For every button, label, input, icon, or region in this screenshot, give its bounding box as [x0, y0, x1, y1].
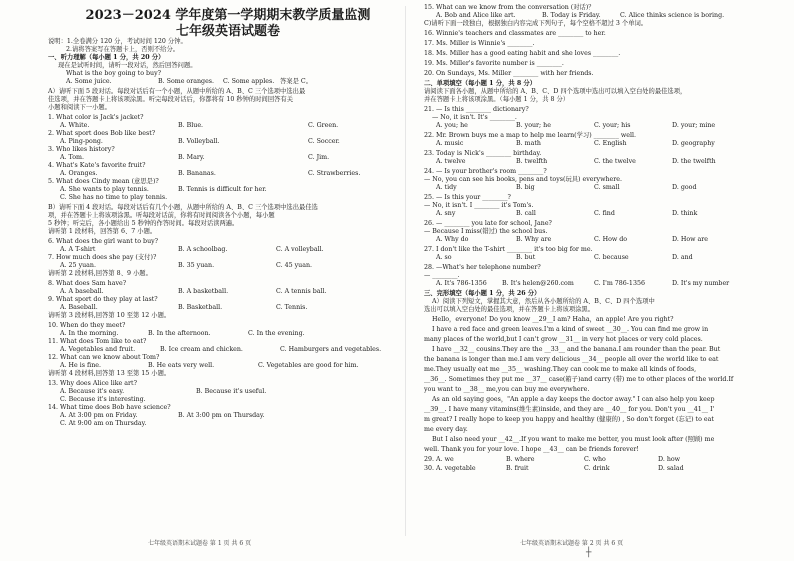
answer-option[interactable]: A. you; he — [436, 122, 468, 129]
answer-option[interactable]: B. twelfth — [516, 158, 548, 165]
answer-option[interactable]: B. Mary. — [178, 154, 205, 161]
answer-option[interactable]: B. Blue. — [178, 122, 204, 129]
answer-option[interactable]: C. the twelve — [594, 158, 636, 165]
answer-option[interactable]: C. Alice thinks science is boring. — [620, 12, 725, 19]
answer-option[interactable]: B. Ice cream and chicken. — [160, 346, 243, 353]
answer-option[interactable]: A. Why do — [436, 236, 469, 243]
example-option: B. Some oranges. — [158, 78, 215, 85]
answer-option[interactable]: B. Tennis is difficult for her. — [178, 186, 267, 193]
partA-instructions: 佳选项，并在答题卡上将该项涂黑。听完每段对话后，你都将有 10 秒钟的时间回答有关 — [48, 96, 294, 103]
section3-intro: 选出可以填入空白处的最佳选项，并在答题卡上将该项涂黑。 — [424, 306, 595, 313]
answer-option[interactable]: B. fruit — [506, 465, 529, 472]
answer-option[interactable]: B. It's helen@260.com — [502, 280, 574, 287]
answer-option[interactable]: C. Hamburgers and vegetables. — [280, 346, 382, 353]
question-text: — No, it isn't. It's ________. — [432, 114, 517, 121]
question-text: 4. What's Kate's favorite fruit? — [48, 162, 146, 169]
question-text: 5. What does Cindy mean (意思是)? — [48, 178, 159, 185]
answer-option[interactable]: D. how — [658, 456, 681, 463]
fill-blank-question: 20. On Sundays, Ms. Miller ________ with her friends. — [424, 70, 594, 77]
answer-option[interactable]: A. Baseball. — [60, 304, 98, 311]
instructions-line1: 说明：1.全卷满分 120 分，考试时间 120 分钟。 — [48, 38, 187, 45]
answer-option[interactable]: A. At 3:00 pm on Friday. — [60, 412, 138, 419]
question-text: 25. — Is this your ________? — [424, 194, 511, 201]
question-text: 21. — Is this ________ dictionary? — [424, 106, 529, 113]
answer-option[interactable]: C. I'm 786-1356 — [594, 280, 645, 287]
answer-option[interactable]: C. Tennis. — [276, 304, 308, 311]
instructions-line2: 2.请将答案写在答题卡上，否则不给分。 — [66, 46, 180, 53]
answer-option[interactable]: A. White. — [60, 122, 90, 129]
left-column — [48, 0, 396, 561]
answer-option[interactable]: C. Jim. — [308, 154, 330, 161]
question-text: 27. I don't like the T-shirt ________ it's too big for me. — [424, 246, 593, 253]
question-text: 3. Who likes history? — [48, 146, 115, 153]
fill-blank-question: 17. Ms. Miller is Winnie's ________. — [424, 40, 535, 47]
answer-option[interactable]: B. A schoolbag. — [178, 246, 228, 253]
passage-line: I have __32__ cousins.They are the __33__ and the banana.I am rounder than the pear. But — [432, 346, 721, 353]
answer-option[interactable]: A. Oranges. — [60, 170, 98, 177]
page-divider — [405, 6, 406, 536]
passage-line: you want to __38__ me,you can buy me everywhere. — [424, 386, 590, 393]
exam-title: 2023－2024 学年度第一学期期末教学质量监测 — [85, 8, 371, 23]
question-text: 1. What color is Jack's jacket? — [48, 114, 144, 121]
material-note: 请听第 3 段材料,回答第 10 至第 12 小题。 — [48, 312, 171, 319]
answer-option[interactable]: C. Strawberries. — [308, 170, 361, 177]
answer-option[interactable]: A. sny — [436, 210, 456, 217]
question-text: — ________. — [424, 272, 460, 279]
answer-option[interactable]: C. At 9:00 am on Thursday. — [60, 420, 147, 427]
answer-option[interactable]: B. but — [516, 254, 536, 261]
answer-option[interactable]: C. Soccer. — [308, 138, 340, 145]
question-text: 2. What sport does Bob like best? — [48, 130, 156, 137]
answer-option[interactable]: A. It's 786-1356 — [436, 280, 487, 287]
answer-option[interactable]: A. Bob and Alice like art. — [436, 12, 516, 19]
passage-line: the banana is longer than me.I am very delicious __34__ people all over the world like to eat — [424, 356, 719, 363]
question-text: 9. What sport do they play at last? — [48, 296, 158, 303]
passage-line: me.They usually eat me __35__ washing.They can cook me to make all kinds of foods, — [424, 366, 697, 373]
passage-line: Hello，everyone! Do you know __29__I am? Haha，an apple! Are you right? — [432, 316, 674, 323]
passage-line: me every day. — [424, 426, 468, 433]
answer-option[interactable]: A. 25 yuan. — [60, 262, 96, 269]
answer-option[interactable]: C. A volleyball. — [276, 246, 324, 253]
answer-option[interactable]: B. A basketball. — [178, 288, 229, 295]
answer-option[interactable]: C. Vegetables are good for him. — [258, 362, 359, 369]
answer-option[interactable]: B. Bananas. — [178, 170, 216, 177]
answer-option[interactable]: C. In the evening. — [248, 330, 305, 337]
section2-intro: 请阅读下面各小题，从题中所给的 A、B、C、D 四个选项中选出可以填入空白处的最佳选项， — [424, 88, 687, 95]
question-text: — No, you can see his books, pens and toys(玩具) everywhere. — [424, 176, 622, 183]
answer-option[interactable]: B. Because it's useful. — [196, 388, 267, 395]
answer-option[interactable]: C. drink — [584, 465, 610, 472]
question-text: 14. What time does Bob have science? — [48, 404, 171, 411]
answer-option[interactable]: B. your; he — [516, 122, 551, 129]
answer-option[interactable]: C. English — [594, 140, 627, 147]
answer-option[interactable]: B. big — [516, 184, 535, 191]
answer-option[interactable]: C. A tennis ball. — [276, 288, 327, 295]
partA-instructions: A）请听下面 5 段对话。每段对话后有一个小题，从题中所给的 A、B、C 三个选项中选出最 — [48, 88, 306, 95]
question-text: 23. Today is Nick's ________ birthday. — [424, 150, 542, 157]
fill-blank-question: 18. Ms. Miller has a good eating habit and she loves ________. — [424, 50, 621, 57]
example-question: What is the boy going to buy? — [66, 70, 162, 77]
material-note: 请听第 1 段材料，回答第 6、7 小题。 — [48, 228, 157, 235]
example-option: C. Some apples. — [223, 78, 275, 85]
answer-option[interactable]: A. music — [436, 140, 464, 147]
answer-option[interactable]: D. geography — [672, 140, 715, 147]
exam-subtitle: 七年级英语试题卷 — [175, 24, 280, 39]
answer-option[interactable]: B. math — [516, 140, 541, 147]
partB-instructions: 5 秒钟；听完后，各小题给出 5 秒钟的作答时间。每段对话读两遍。 — [48, 220, 239, 227]
answer-option[interactable]: D. think — [672, 210, 698, 217]
answer-option[interactable]: B. Today is Friday. — [542, 12, 601, 19]
answer-option[interactable]: C. 45 yuan. — [276, 262, 313, 269]
material-note: 请听第 4 段材料,回答第 13 至第 15 小题。 — [48, 370, 171, 377]
answer-option[interactable]: B. 35 yuan. — [178, 262, 215, 269]
passage-line: many places of the world,but I can't grow __31__ in very hot places or very cold places. — [424, 336, 703, 343]
crosshair-mark-icon: ┼ — [586, 548, 592, 558]
answer-option[interactable]: A. Tom. — [60, 154, 85, 161]
answer-option[interactable]: C. find — [594, 210, 615, 217]
example-answer: 答案是 C。 — [280, 78, 313, 85]
question-text: 10. When do they meet? — [48, 322, 126, 329]
question-text: 12. What can we know about Tom? — [48, 354, 160, 361]
question-text: 7. How much does she pay (支付)? — [48, 254, 157, 261]
answer-option[interactable]: D. your; mine — [672, 122, 716, 129]
section3-intro: A）阅读下列短文，掌握其大意，然后从各小题所给的 A、B、C、D 四个选项中 — [432, 298, 655, 305]
material-note: 请听第 2 段材料,回答第 8、9 小题。 — [48, 270, 152, 277]
answer-option[interactable]: A. In the morning. — [60, 330, 119, 337]
fill-blank-question: 19. Ms. Miller's favorite number is ________. — [424, 60, 564, 67]
answer-option[interactable]: C. Green. — [308, 122, 339, 129]
answer-option[interactable]: B. Basketball. — [178, 304, 223, 311]
answer-option[interactable]: D. salad — [658, 465, 684, 472]
answer-option[interactable]: B. In the afternoon. — [148, 330, 211, 337]
section3-heading: 三、完形填空（每小题 1 分，共 26 分） — [424, 290, 541, 297]
answer-option[interactable]: 30. A. vegetable — [424, 465, 476, 472]
answer-option[interactable]: B. where — [506, 456, 535, 463]
section2-heading: 二、单项填空（每小题 1 分，共 8 分） — [424, 80, 536, 87]
question-text: — Because I miss(错过) the school bus. — [424, 228, 548, 235]
answer-option[interactable]: A. tidy — [436, 184, 457, 191]
question-text: 26. — ________ you late for school, Jane? — [424, 220, 552, 227]
right-column — [424, 0, 760, 561]
answer-option[interactable]: B. At 3:00 pm on Thursday. — [178, 412, 265, 419]
answer-option[interactable]: D. the twelfth — [672, 158, 716, 165]
question-text: 28. —What's her telephone number? — [424, 264, 541, 271]
answer-option[interactable]: C. small — [594, 184, 620, 191]
question-text: — No, it isn't. I ________ it's Tom's. — [424, 202, 534, 209]
question-text: 8. What does Sam have? — [48, 280, 127, 287]
passage-line: __36__. Sometimes they put me __37__ case(箱子)and carry (带) me to other places of the world.If — [424, 376, 734, 383]
example-option: A. Some juice. — [66, 78, 112, 85]
answer-option[interactable]: C. because — [594, 254, 629, 261]
partC-instructions: C)请听下面一段独白，根据独白内容完成下列句子，每个空格不超过 3 个单词。 — [424, 20, 648, 27]
answer-option[interactable]: B. Why are — [516, 236, 552, 243]
answer-option[interactable]: D. and — [672, 254, 693, 261]
passage-line: __39__. I have many vitamins(维生素)inside, and they are __40__ for you. Don't you __41__ I' — [424, 406, 715, 413]
answer-option[interactable]: C. Because it's interesting. — [60, 396, 146, 403]
question-text: 13. Why does Alice like art? — [48, 380, 137, 387]
passage-line: But I also need your __42__.If you want to make me better, you must look after (照顾) me — [432, 436, 715, 443]
passage-line: well. Thank you for your love. I hope __43__ can be friends forever! — [424, 446, 639, 453]
answer-option[interactable]: A. A baseball. — [60, 288, 104, 295]
partA-instructions: 小题和阅读下一小题。 — [48, 104, 111, 111]
question-text: 24. — Is your brother's room ________? — [424, 168, 547, 175]
page-footer-left: 七年级英语期末试题卷 第 1 页 共 6 页 — [148, 540, 252, 547]
answer-option[interactable]: C. How do — [594, 236, 628, 243]
answer-option[interactable]: A. She wants to play tennis. — [60, 186, 149, 193]
passage-line: I have a red face and green leaves.I'm a kind of sweet __30__. You can find me grow in — [432, 326, 709, 333]
answer-option[interactable]: A. so — [436, 254, 452, 261]
answer-option[interactable]: C. She has no time to play tennis. — [60, 194, 168, 201]
answer-option[interactable]: D. It's my number — [672, 280, 730, 287]
answer-option[interactable]: A. Vegetables and fruit. — [60, 346, 136, 353]
answer-option[interactable]: A. He is fine. — [60, 362, 102, 369]
answer-option[interactable]: C. who — [584, 456, 606, 463]
page-footer-right: 七年级英语期末试题卷 第 2 页 共 6 页 — [520, 540, 624, 547]
question-text: 22. Mr. Brown buys me a map to help me learn(学习) ________ well. — [424, 132, 637, 139]
question-text: 11. What does Tom like to eat? — [48, 338, 147, 345]
passage-line: As an old saying goes，"An apple a day keeps the doctor away." I can also help you keep — [432, 396, 715, 403]
answer-option[interactable]: C. your; his — [594, 122, 631, 129]
example-intro: 现在是试听时间，请听一段对话，然后回答问题。 — [58, 62, 197, 69]
section2-intro: 并在答题卡上将该项涂黑。（每小题 1 分，共 8 分） — [424, 96, 570, 103]
answer-option[interactable]: A. Ping-pong. — [60, 138, 103, 145]
answer-option[interactable]: A. Because it's easy. — [60, 388, 125, 395]
passage-line: m great? I really hope to keep you happy and healthy (健康的) , So don't forget (忘记) to eat — [424, 416, 714, 423]
answer-option[interactable]: B. Volleyball. — [178, 138, 220, 145]
answer-option[interactable]: 29. A. we — [424, 456, 454, 463]
question-text: 15. What can we know from the conversation (对话)？ — [424, 4, 595, 11]
answer-option[interactable]: A. twelve — [436, 158, 466, 165]
answer-option[interactable]: A. A T-shirt — [60, 246, 96, 253]
answer-option[interactable]: B. call — [516, 210, 536, 217]
answer-option[interactable]: D. How are — [672, 236, 708, 243]
answer-option[interactable]: D. good — [672, 184, 697, 191]
answer-option[interactable]: B. He eats very well. — [148, 362, 215, 369]
partB-instructions: 项，并在答题卡上将该项涂黑。听每段对话前，你将有时间阅读各个小题，每小题 — [48, 212, 275, 219]
partB-instructions: B）请听下面 4 段对话。每段对话后有几个小题，从题中所给的 A、B、C 三个选项中选出最佳选 — [48, 204, 318, 211]
fill-blank-question: 16. Winnie's teachers and classmates are ________ to her. — [424, 30, 606, 37]
question-text: 6. What does the girl want to buy? — [48, 238, 159, 245]
listening-heading: 一、听力理解（每小题 1 分，共 20 分） — [48, 54, 165, 61]
